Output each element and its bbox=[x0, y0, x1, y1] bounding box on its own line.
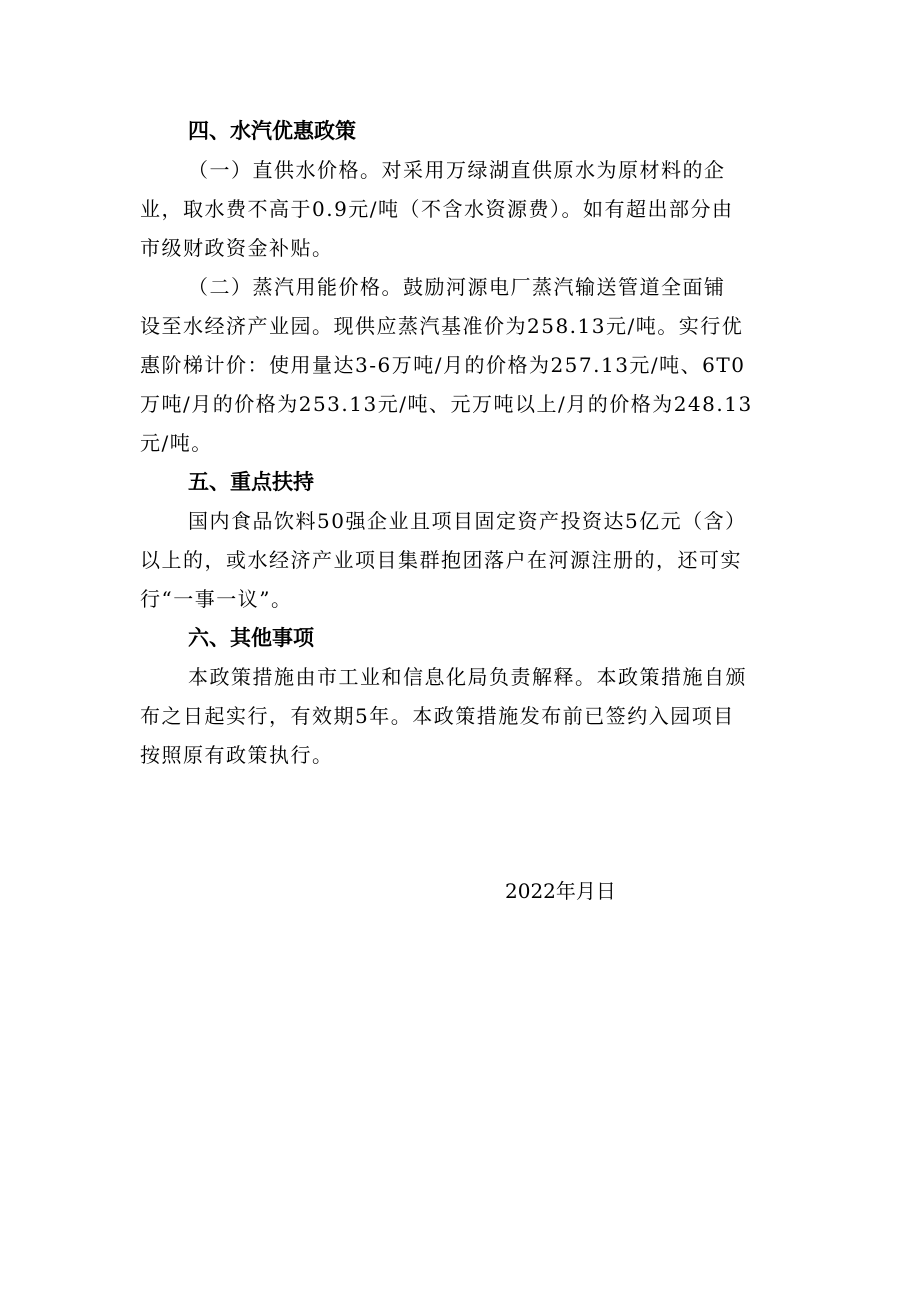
document-body bbox=[140, 112, 782, 775]
text-line: 设至水经济产业园。现供应蒸汽基准价为258.13元/吨。实行优 bbox=[140, 314, 744, 338]
section-4-paragraph-1 bbox=[140, 151, 782, 268]
text-line: （一）直供水价格。对采用万绿湖直供原水为原材料的企 bbox=[188, 158, 726, 182]
text-line: 万吨/月的价格为253.13元/吨、元万吨以上/月的价格为248.13 bbox=[140, 392, 753, 416]
section-4-heading: 四、水汽优惠政策 bbox=[188, 119, 356, 143]
section-5-heading: 五、重点扶持 bbox=[188, 470, 314, 494]
text-line: 按照原有政策执行。 bbox=[140, 743, 334, 767]
text-line: 行“一事一议”。 bbox=[140, 587, 293, 611]
text-line: 元/吨。 bbox=[140, 431, 213, 455]
text-line: 本政策措施由市工业和信息化局负责解释。本政策措施自颁 bbox=[188, 665, 747, 689]
section-4-paragraph-2 bbox=[140, 268, 782, 463]
text-line: 布之日起实行，有效期5年。本政策措施发布前已签约入园项目 bbox=[140, 704, 735, 728]
text-line: 业，取水费不高于0.9元/吨（不含水资源费）。如有超出部分由 bbox=[140, 197, 734, 221]
document-date: 2022年月日 bbox=[505, 879, 616, 903]
text-line: 惠阶梯计价：使用量达3-6万吨/月的价格为257.13元/吨、6T0 bbox=[140, 353, 746, 377]
section-5-paragraph-1 bbox=[140, 502, 782, 619]
section-6-heading: 六、其他事项 bbox=[188, 626, 314, 650]
section-6-paragraph-1 bbox=[140, 658, 782, 775]
text-line: 国内食品饮料50强企业且项目固定资产投资达5亿元（含） bbox=[188, 509, 747, 533]
text-line: （二）蒸汽用能价格。鼓励河源电厂蒸汽输送管道全面铺 bbox=[188, 275, 726, 299]
text-line: 市级财政资金补贴。 bbox=[140, 236, 334, 260]
text-line: 以上的，或水经济产业项目集群抱团落户在河源注册的，还可实 bbox=[140, 548, 742, 572]
